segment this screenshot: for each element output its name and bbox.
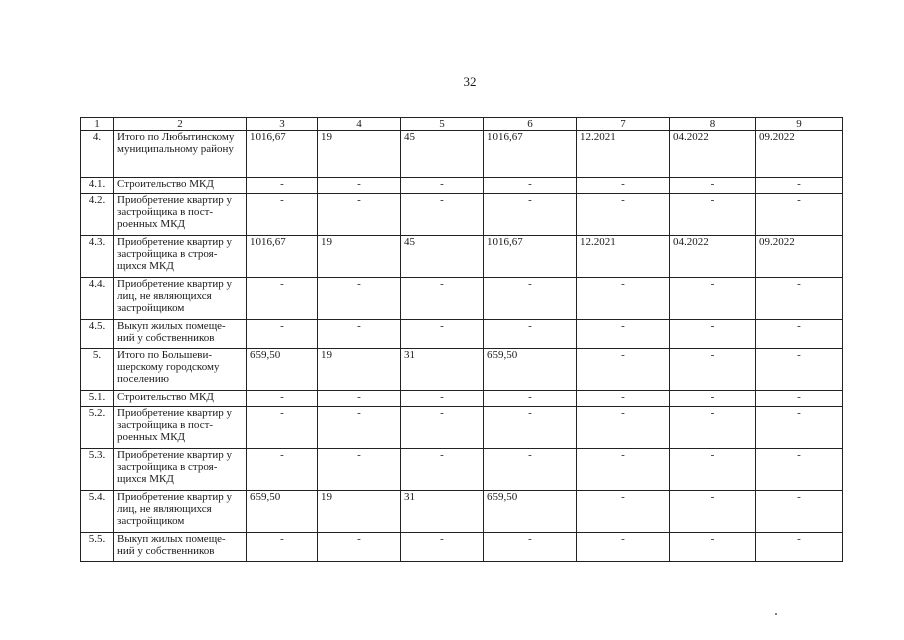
table-cell: - — [756, 278, 843, 320]
table-row — [81, 278, 843, 320]
table-row — [81, 391, 843, 407]
row-name: Приобретение квартир у застройщика в пост-роенных МКД — [114, 194, 247, 236]
table-cell: 45 — [401, 236, 484, 278]
table-cell: - — [484, 407, 577, 449]
table-cell: - — [577, 178, 670, 194]
table-cell: - — [484, 320, 577, 349]
row-name: Приобретение квартир у застройщика в строя-щихся МКД — [114, 236, 247, 278]
table-cell: - — [247, 178, 318, 194]
page-number: 32 — [463, 74, 477, 89]
table-cell: - — [318, 194, 401, 236]
table-cell: - — [484, 194, 577, 236]
table-cell: - — [577, 320, 670, 349]
table-cell: - — [401, 407, 484, 449]
table-cell: - — [401, 194, 484, 236]
table-cell: 45 — [401, 131, 484, 178]
table-cell: - — [577, 391, 670, 407]
table-cell: 19 — [318, 491, 401, 533]
table-cell: - — [756, 349, 843, 391]
row-number: 4. — [81, 131, 114, 178]
table-cell: - — [484, 178, 577, 194]
table-row — [81, 131, 843, 178]
table-cell: 1016,67 — [247, 131, 318, 178]
table-cell: - — [484, 391, 577, 407]
row-name: Выкуп жилых помеще-ний у собственников — [114, 533, 247, 562]
row-name: Строительство МКД — [114, 178, 247, 194]
table-cell: 659,50 — [247, 491, 318, 533]
table-cell: 659,50 — [247, 349, 318, 391]
row-name: Выкуп жилых помеще-ний у собственников — [114, 320, 247, 349]
table-cell: 1016,67 — [484, 131, 577, 178]
table-cell: - — [318, 178, 401, 194]
table-cell: - — [670, 407, 756, 449]
table-cell: - — [670, 320, 756, 349]
table-cell: - — [247, 320, 318, 349]
table-cell: - — [484, 278, 577, 320]
row-number: 5.4. — [81, 491, 114, 533]
table-cell: - — [318, 278, 401, 320]
table-cell: 04.2022 — [670, 236, 756, 278]
row-name: Приобретение квартир у застройщика в строя-щихся МКД — [114, 449, 247, 491]
column-header: 8 — [670, 118, 756, 131]
row-number: 5.2. — [81, 407, 114, 449]
table-cell: - — [401, 449, 484, 491]
table-cell: - — [484, 449, 577, 491]
table-cell: 1016,67 — [484, 236, 577, 278]
table-row — [81, 320, 843, 349]
table-cell: - — [670, 178, 756, 194]
row-number: 5.1. — [81, 391, 114, 407]
table-cell: 12.2021 — [577, 131, 670, 178]
table-cell: - — [247, 407, 318, 449]
column-header: 1 — [81, 118, 114, 131]
table-cell: 1016,67 — [247, 236, 318, 278]
row-number: 4.5. — [81, 320, 114, 349]
table-row — [81, 449, 843, 491]
table-cell: - — [577, 349, 670, 391]
column-header: 3 — [247, 118, 318, 131]
column-header: 5 — [401, 118, 484, 131]
table-cell: - — [577, 194, 670, 236]
row-number: 4.3. — [81, 236, 114, 278]
table-cell: - — [756, 533, 843, 562]
table-cell: 659,50 — [484, 349, 577, 391]
table-row — [81, 194, 843, 236]
table-cell: - — [577, 449, 670, 491]
row-number: 5.3. — [81, 449, 114, 491]
table-cell: - — [756, 407, 843, 449]
row-name: Приобретение квартир у лиц, не являющихся застройщиком — [114, 278, 247, 320]
table-cell: - — [247, 278, 318, 320]
table-cell: - — [756, 178, 843, 194]
table-cell: - — [577, 533, 670, 562]
table-cell: - — [318, 391, 401, 407]
row-number: 5.5. — [81, 533, 114, 562]
table-cell: 659,50 — [484, 491, 577, 533]
column-number-row — [81, 118, 843, 131]
table-cell: - — [401, 320, 484, 349]
table-cell: 31 — [401, 491, 484, 533]
table-cell: 19 — [318, 131, 401, 178]
table-body — [81, 118, 843, 562]
table-cell: - — [670, 194, 756, 236]
table-cell: - — [247, 194, 318, 236]
column-header: 9 — [756, 118, 843, 131]
table-cell: - — [247, 391, 318, 407]
table-cell: - — [401, 533, 484, 562]
table-cell: - — [318, 449, 401, 491]
table-cell: 09.2022 — [756, 131, 843, 178]
row-name: Приобретение квартир у застройщика в пост-роенных МКД — [114, 407, 247, 449]
row-number: 4.4. — [81, 278, 114, 320]
table-cell: - — [577, 278, 670, 320]
table-cell: - — [484, 533, 577, 562]
table-cell: - — [577, 491, 670, 533]
data-table — [80, 117, 843, 562]
table-row — [81, 178, 843, 194]
table-cell: 12.2021 — [577, 236, 670, 278]
table-cell: 04.2022 — [670, 131, 756, 178]
table-cell: - — [756, 194, 843, 236]
column-header: 4 — [318, 118, 401, 131]
table-cell: - — [247, 533, 318, 562]
column-header: 7 — [577, 118, 670, 131]
row-name: Итого по Большеви-шерскому городскому поселению — [114, 349, 247, 391]
column-header: 2 — [114, 118, 247, 131]
table-cell: - — [318, 533, 401, 562]
scan-speck — [775, 613, 777, 615]
table-row — [81, 236, 843, 278]
table-cell: - — [670, 391, 756, 407]
table-cell: - — [670, 533, 756, 562]
column-header: 6 — [484, 118, 577, 131]
row-number: 4.1. — [81, 178, 114, 194]
row-number: 4.2. — [81, 194, 114, 236]
row-name: Строительство МКД — [114, 391, 247, 407]
table-cell: - — [670, 491, 756, 533]
table-cell: - — [318, 320, 401, 349]
table-cell: - — [756, 449, 843, 491]
table-row — [81, 533, 843, 562]
table-cell: - — [756, 320, 843, 349]
table-cell: 19 — [318, 236, 401, 278]
row-number: 5. — [81, 349, 114, 391]
table-cell: 31 — [401, 349, 484, 391]
table-cell: 19 — [318, 349, 401, 391]
table-cell: - — [756, 391, 843, 407]
row-name: Итого по Любытинскому муниципальному району — [114, 131, 247, 178]
table-row — [81, 491, 843, 533]
table-cell: - — [318, 407, 401, 449]
table-cell: - — [670, 278, 756, 320]
table-cell: - — [247, 449, 318, 491]
table-cell: - — [401, 278, 484, 320]
table-cell: 09.2022 — [756, 236, 843, 278]
table-row — [81, 407, 843, 449]
table-cell: - — [401, 391, 484, 407]
table-row — [81, 349, 843, 391]
row-name: Приобретение квартир у лиц, не являющихся застройщиком — [114, 491, 247, 533]
table-cell: - — [577, 407, 670, 449]
table-cell: - — [756, 491, 843, 533]
table-cell: - — [401, 178, 484, 194]
table-cell: - — [670, 449, 756, 491]
table-cell: - — [670, 349, 756, 391]
